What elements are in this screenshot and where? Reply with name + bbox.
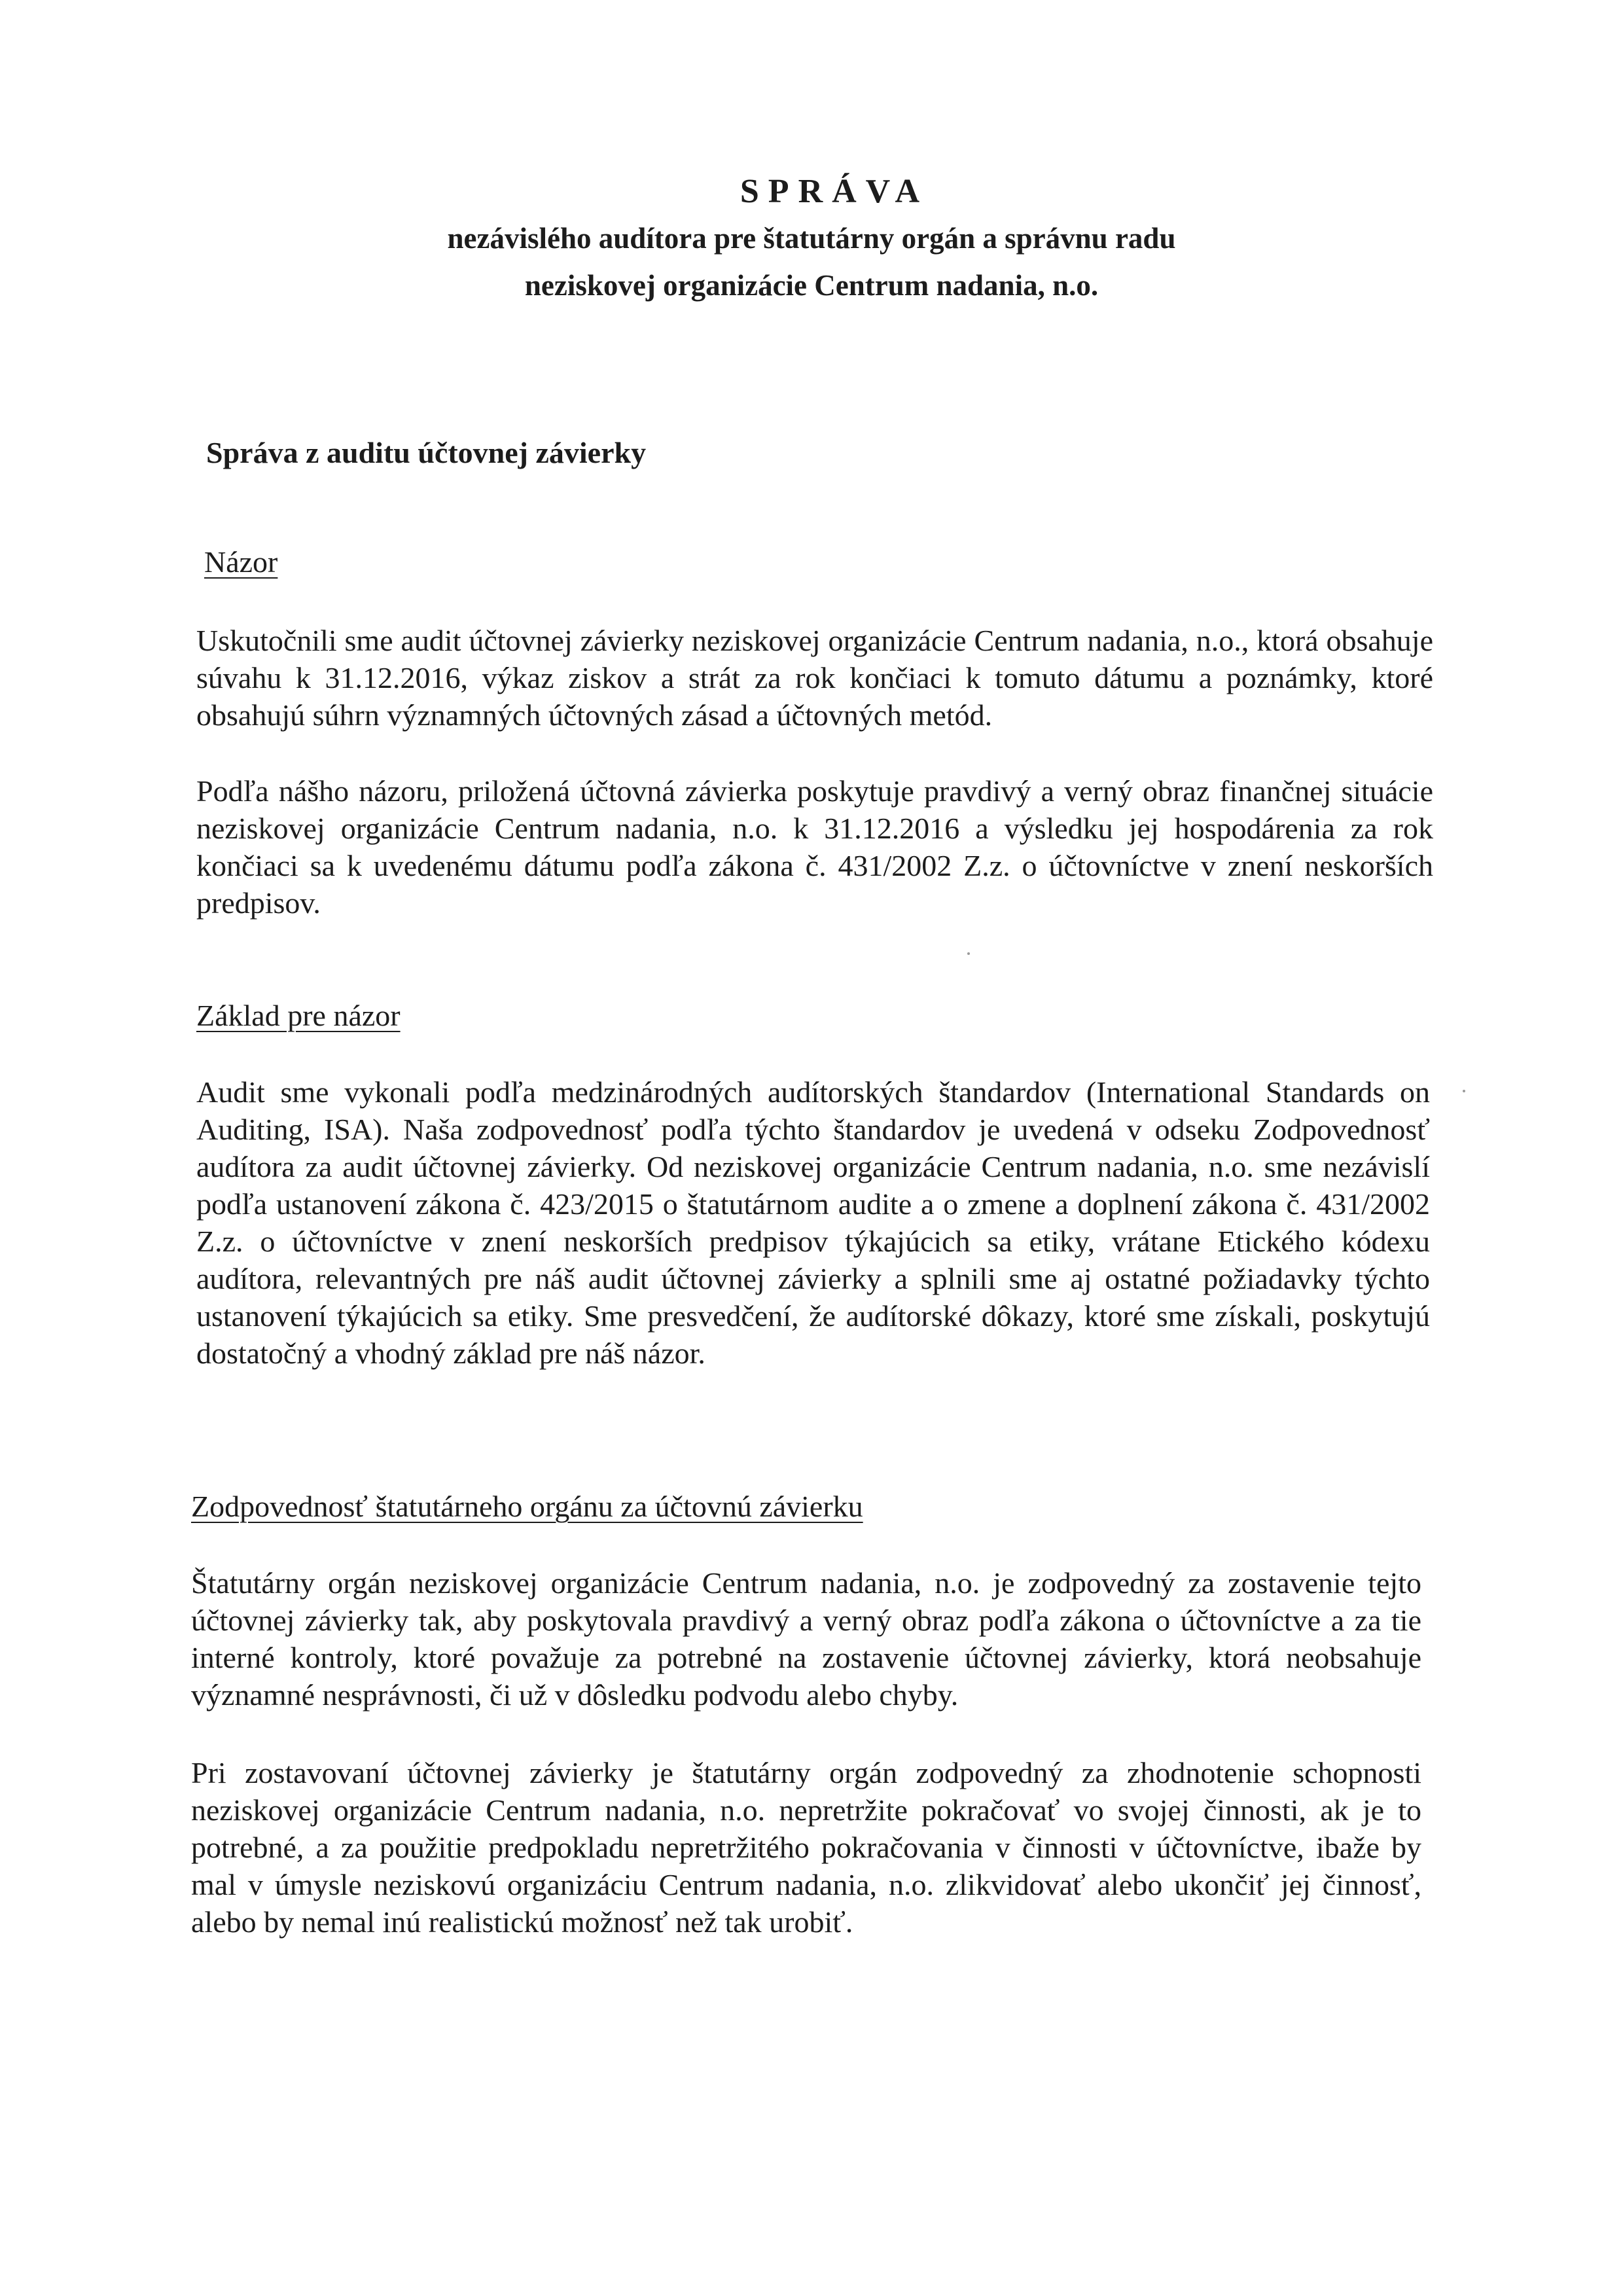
document-title: SPRÁVA <box>740 173 929 210</box>
document-subtitle-line-2: neziskovej organizácie Centrum nadania, n.o. <box>524 269 1099 302</box>
title-block <box>0 169 1623 309</box>
section-title: Správa z auditu účtovnej závierky <box>206 436 647 469</box>
paragraph-zodpovednost-1: Štatutárny orgán neziskovej organizácie Centrum nadania, n.o. je zodpovedný za zostavenie tejto účtovnej závierky tak, aby poskytovala pravdivý a verný obraz podľa zákona o účtovníctve a za tie interné kontroly, ktoré považuje za potrebné na zostavenie účtovnej závierky, ktorá neobsahuje významné nesprávnosti, či už v dôsledku podvodu alebo chyby. <box>191 1566 1421 1712</box>
heading-zodpovednost-statutarneho-organu: Zodpovednosť štatutárneho orgánu za účtovnú závierku <box>191 1490 863 1523</box>
paragraph-nazor-2: Podľa nášho názoru, priložená účtovná závierka poskytuje pravdivý a verný obraz finančnej situácie neziskovej organizácie Centrum nadania, n.o. k 31.12.2016 a výsledku jej hospodárenia za rok končiaci sa k uvedenému dátumu podľa zákona č. 431/2002 Z.z. o účtovníctve v znení neskorších predpisov. <box>196 774 1433 920</box>
paragraph-nazor-1: Uskutočnili sme audit účtovnej závierky neziskovej organizácie Centrum nadania, n.o., ktorá obsahuje súvahu k 31.12.2016, výkaz ziskov a strát za rok končiaci k tomuto dátumu a poznámky, ktoré obsahujú súhrn významných účtovných zásad a účtovných metód. <box>196 624 1433 732</box>
paragraph-zodpovednost-2: Pri zostavovaní účtovnej závierky je štatutárny orgán zodpovedný za zhodnotenie schopnosti neziskovej organizácie Centrum nadania, n.o. nepretržite pokračovať vo svojej činnosti, ak je to potrebné, a za použitie predpokladu nepretržitého pokračovania v činnosti v účtovníctve, ibaže by mal v úmysle neziskovú organizáciu Centrum nadania, n.o. zlikvidovať alebo ukončiť jej činnosť, alebo by nemal inú realistickú možnosť než tak urobiť. <box>191 1756 1421 1939</box>
paragraph-zaklad-pre-nazor: Audit sme vykonali podľa medzinárodných audítorských štandardov (International Standards on Auditing, ISA). Naša zodpovednosť podľa týchto štandardov je uvedená v odseku Zodpovednosť audítora za audit účtovnej závierky. Od neziskovej organizácie Centrum nadania, n.o. sme nezávislí podľa ustanovení zákona č. 423/2015 o štatutárnom audite a o zmene a doplnení zákona č. 431/2002 Z.z. o účtovníctve v znení neskorších predpisov týkajúcich sa etiky, vrátane Etického kódexu audítora, relevantných pre náš audit účtovnej závierky a splnili sme aj ostatné požiadavky týchto ustanovení týkajúcich sa etiky. Sme presvedčení, že audítorské dôkazy, ktoré sme získali, poskytujú dostatočný a vhodný základ pre náš názor. <box>196 1075 1430 1370</box>
heading-nazor: Názor <box>204 545 278 579</box>
scan-speck <box>1463 1090 1465 1092</box>
scan-speck <box>967 952 970 955</box>
heading-zaklad-pre-nazor: Základ pre názor <box>196 999 401 1032</box>
document-subtitle-line-1: nezávislého audítora pre štatutárny orgán a správnu radu <box>447 222 1176 255</box>
